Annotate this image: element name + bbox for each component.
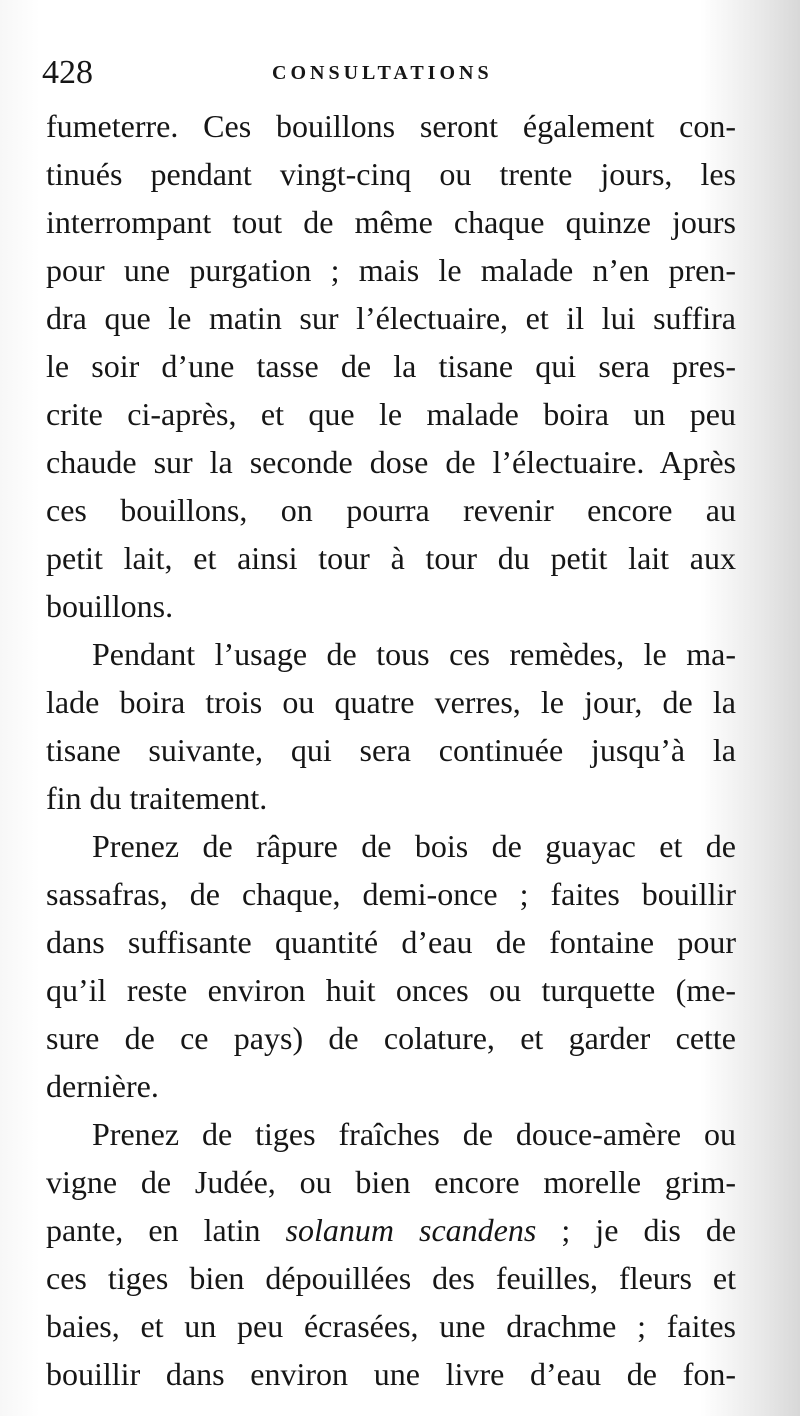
text-line: Pendant l’usage de tous ces remèdes, le ma- bbox=[92, 636, 736, 672]
text-line: dra que le matin sur l’électuaire, et il lui suffira bbox=[46, 300, 736, 336]
text-line-mixed bbox=[46, 1206, 736, 1254]
running-head: CONSULTATIONS bbox=[272, 62, 493, 84]
text-line: sure de ce pays) de colature, et garder cette bbox=[46, 1020, 736, 1056]
text-line: bouillons. bbox=[46, 588, 174, 624]
text-line: le soir d’une tasse de la tisane qui sera pres- bbox=[46, 348, 736, 384]
text-line: bouillir dans environ une livre d’eau de fon- bbox=[46, 1356, 736, 1392]
text-line: qu’il reste environ huit onces ou turquette (me- bbox=[46, 972, 736, 1008]
text-line: baies, et un peu écrasées, une drachme ; faites bbox=[46, 1308, 736, 1344]
text-fragment: pante, en latin bbox=[46, 1212, 261, 1248]
text-line: ces tiges bien dépouillées des feuilles, fleurs et bbox=[46, 1260, 736, 1296]
text-line: Prenez de râpure de bois de guayac et de bbox=[92, 828, 736, 864]
text-line: pour une purgation ; mais le malade n’en pren- bbox=[46, 252, 736, 288]
text-line: chaude sur la seconde dose de l’électuaire. Après bbox=[46, 444, 736, 480]
text-line: sassafras, de chaque, demi-once ; faites bouillir bbox=[46, 876, 736, 912]
text-fragment: ; je dis de bbox=[561, 1212, 737, 1248]
text-line: vigne de Judée, ou bien encore morelle grim- bbox=[46, 1164, 736, 1200]
text-line: fumeterre. Ces bouillons seront également con- bbox=[46, 108, 736, 144]
text-line: Prenez de tiges fraîches de douce-amère ou bbox=[92, 1116, 736, 1152]
latin-term: solanum scandens bbox=[285, 1212, 537, 1248]
text-line: lade boira trois ou quatre verres, le jour, de la bbox=[46, 684, 736, 720]
text-line: dans suffisante quantité d’eau de fontaine pour bbox=[46, 924, 736, 960]
text-line: tisane suivante, qui sera continuée jusqu’à la bbox=[46, 732, 736, 768]
page-number: 428 bbox=[42, 54, 93, 91]
text-line: ces bouillons, on pourra revenir encore au bbox=[46, 492, 736, 528]
page-header bbox=[42, 48, 742, 98]
text-line: tinués pendant vingt-cinq ou trente jours, les bbox=[46, 156, 736, 192]
text-line: crite ci-après, et que le malade boira un peu bbox=[46, 396, 736, 432]
text-line: fin du traitement. bbox=[46, 780, 268, 816]
text-line: dernière. bbox=[46, 1068, 159, 1104]
text-line: interrompant tout de même chaque quinze jours bbox=[46, 204, 736, 240]
text-line: petit lait, et ainsi tour à tour du petit lait aux bbox=[46, 540, 736, 576]
